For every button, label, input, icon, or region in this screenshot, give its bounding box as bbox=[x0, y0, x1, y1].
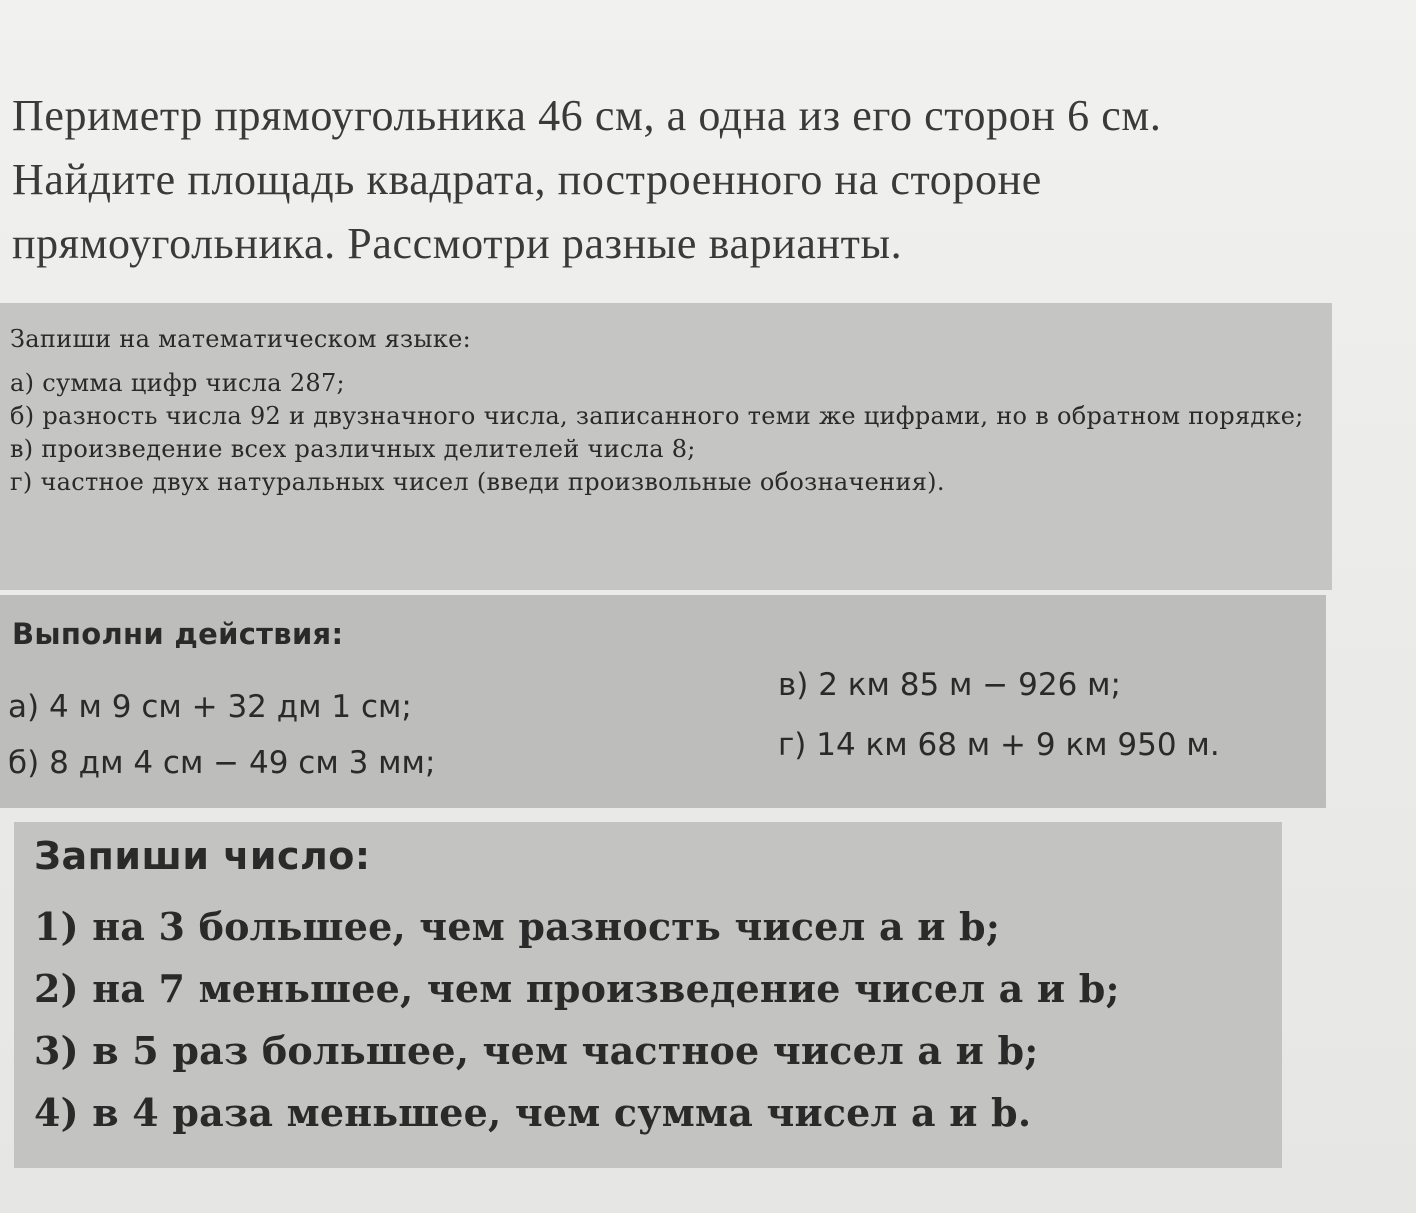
task-item: г) 14 км 68 м + 9 км 950 м. bbox=[778, 727, 1220, 763]
task-item: в) 2 км 85 м − 926 м; bbox=[778, 667, 1121, 703]
task-item: 1) на 3 большее, чем разность чисел a и b; bbox=[34, 904, 1001, 949]
rectangle-problem bbox=[12, 84, 1407, 276]
problem-line: Периметр прямоугольника 46 см, а одна из его сторон 6 см. bbox=[12, 91, 1162, 140]
task-item: 2) на 7 меньшее, чем произведение чисел a и b; bbox=[34, 966, 1120, 1011]
task-item: г) частное двух натуральных чисел (введи произвольные обозначения). bbox=[10, 468, 945, 496]
task-heading: Выполни действия: bbox=[12, 617, 344, 651]
task-item: а) сумма цифр числа 287; bbox=[10, 369, 345, 397]
task-item: б) 8 дм 4 см − 49 см 3 мм; bbox=[8, 745, 436, 781]
task-heading: Запиши на математическом языке: bbox=[10, 325, 472, 353]
write-number-task bbox=[14, 822, 1282, 1168]
problem-line: Найдите площадь квадрата, построенного на стороне bbox=[12, 155, 1042, 204]
task-item: 4) в 4 раза меньшее, чем сумма чисел a и b. bbox=[34, 1090, 1032, 1135]
task-item: в) произведение всех различных делителей числа 8; bbox=[10, 435, 696, 463]
task-heading: Запиши число: bbox=[34, 834, 371, 878]
problem-line: прямоугольника. Рассмотри разные варианты. bbox=[12, 219, 903, 268]
task-item: 3) в 5 раз большее, чем частное чисел a и b; bbox=[34, 1028, 1039, 1073]
math-language-task bbox=[0, 303, 1332, 590]
operations-task bbox=[0, 595, 1326, 808]
task-item: а) 4 м 9 см + 32 дм 1 см; bbox=[8, 689, 412, 725]
task-item: б) разность числа 92 и двузначного числа, записанного теми же цифрами, но в обратном порядке; bbox=[10, 402, 1304, 430]
